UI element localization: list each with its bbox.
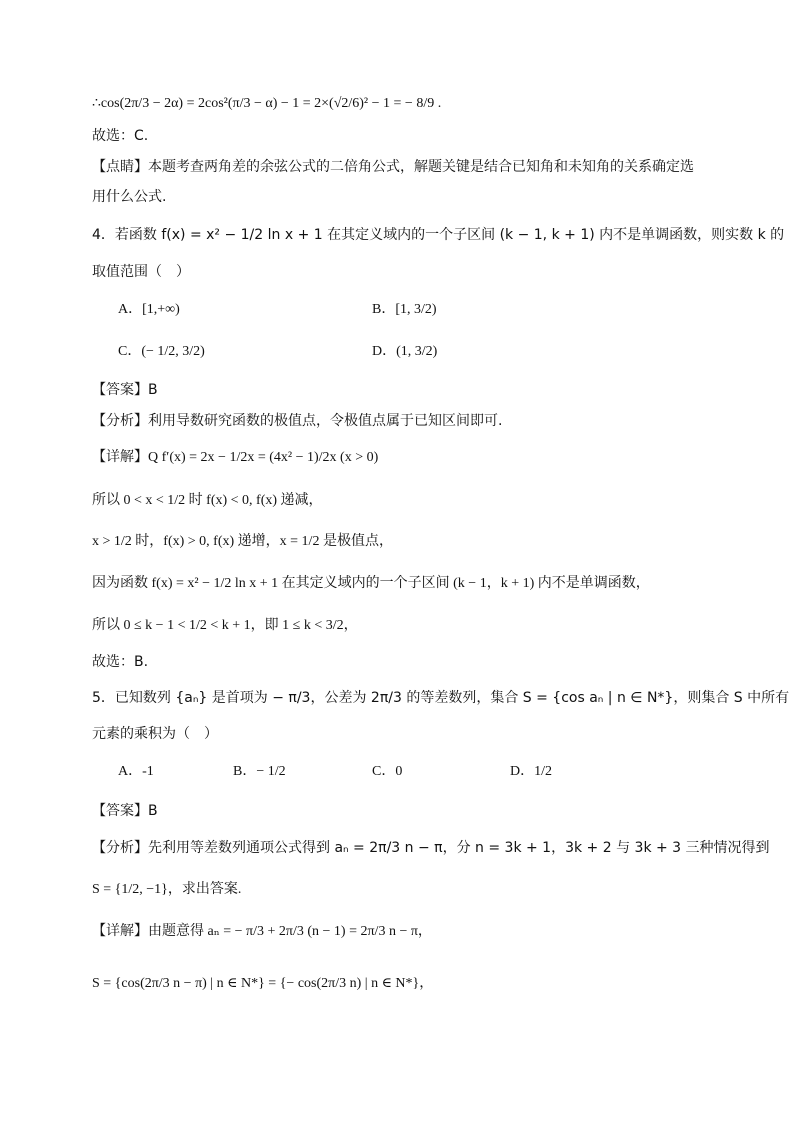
question-4-stem-cont: 取值范围（ ） (92, 264, 190, 280)
q4-option-a: A．[1,+∞) (118, 302, 180, 317)
comment-line-2: 用什么公式. (92, 189, 167, 205)
q4-detail-decreasing: 所以 0 < x < 1/2 时 f(x) < 0, f(x) 递减， (92, 493, 323, 508)
q5-option-c: C．0 (372, 764, 403, 779)
q4-analysis: 【分析】利用导数研究函数的极值点，令极值点属于已知区间即可. (92, 413, 503, 429)
q4-option-d: D．(1, 3/2) (372, 344, 438, 359)
q4-option-b: B．[1, 3/2) (372, 302, 437, 317)
q5-option-b: B．− 1/2 (233, 764, 286, 779)
q5-detail-set-s: S = {cos(2π/3 n − π) | n ∈ N*} = {− cos(2π/3 n) | n ∈ N*}， (92, 976, 434, 991)
q4-detail-range: 所以 0 ≤ k − 1 < 1/2 < k + 1，即 1 ≤ k < 3/2， (92, 618, 358, 633)
question-5-stem: 5．已知数列 {aₙ} 是首项为 − π/3，公差为 2π/3 的等差数列，集合 S = {cos aₙ | n ∈ N*}，则集合 S 中所有 (92, 690, 790, 706)
solution-line-cos: ∴cos(2π/3 − 2α) = 2cos²(π/3 − α) − 1 = 2×(√2/6)² − 1 = − 8/9 . (92, 96, 442, 111)
q5-analysis: 【分析】先利用等差数列通项公式得到 aₙ = 2π/3 n − π，分 n = 3k + 1，3k + 2 与 3k + 3 三种情况得到 (92, 840, 770, 856)
q4-answer: 【答案】B (92, 382, 158, 398)
q4-option-c: C．(− 1/2, 3/2) (118, 344, 205, 359)
q5-analysis-result: S = {1/2, −1}，求出答案. (92, 882, 242, 897)
q5-option-d: D．1/2 (510, 764, 552, 779)
q4-detail-condition: 因为函数 f(x) = x² − 1/2 ln x + 1 在其定义域内的一个子区间 (k − 1，k + 1) 内不是单调函数， (92, 576, 650, 591)
question-5-stem-cont: 元素的乘积为（ ） (92, 726, 218, 742)
q4-detail-derivative: 【详解】Q f′(x) = 2x − 1/2x = (4x² − 1)/2x (x > 0) (92, 450, 379, 465)
q5-detail-general-term: 【详解】由题意得 aₙ = − π/3 + 2π/3 (n − 1) = 2π/3 n − π， (92, 924, 432, 939)
q4-choice: 故选：B. (92, 654, 149, 670)
answer-choice-line: 故选：C. (92, 128, 149, 144)
q4-detail-increasing: x > 1/2 时，f(x) > 0, f(x) 递增，x = 1/2 是极值点， (92, 534, 393, 549)
q5-option-a: A．-1 (118, 764, 154, 779)
comment-line-1: 【点睛】本题考查两角差的余弦公式的二倍角公式，解题关键是结合已知角和未知角的关系确定选 (92, 159, 694, 175)
q5-answer: 【答案】B (92, 803, 158, 819)
question-4-stem: 4．若函数 f(x) = x² − 1/2 ln x + 1 在其定义域内的一个子区间 (k − 1, k + 1) 内不是单调函数，则实数 k 的 (92, 227, 785, 243)
